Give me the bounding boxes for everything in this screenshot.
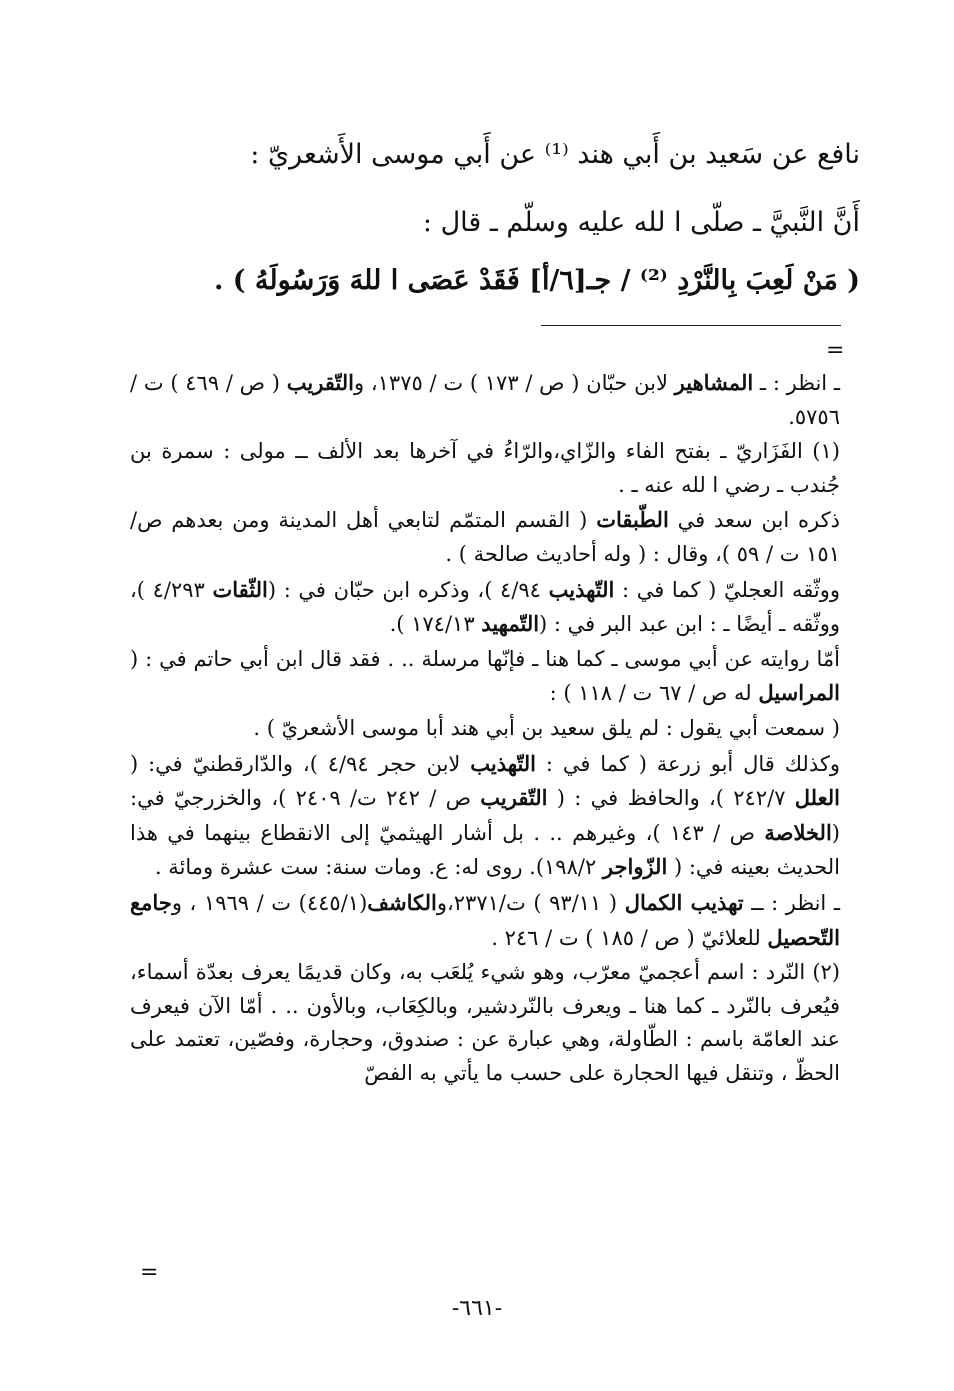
footnote-1: (١) الفَزَاريّ ـ بفتح الفاء والزّاي،والرّاءُ في آخرها بعد الألف ــ مولى : سمرة بن جُندب ـ رضي ا لله عنه ـ . — [130, 439, 840, 497]
footnote-para-3: ذكره ابن سعد في الطّبقات ( القسم المتمّم لتابعي أهل المدينة ومن بعدهم ص/ ١٥١ ت / ٥٩ )، وقال : ( وله أحاديث صالحة ) . — [130, 507, 840, 566]
footnote-para-8: ـ انظر : ــ تهذيب الكمال ( ٩٣/١١ ) ت/٢٣٧١،والكاشف(٤٤٥/١) ت / ١٩٦٩ ، وجامع التّحصيل للعلائيّ ( ص / ١٨٥ ) ت / ٢٤٦ . — [130, 889, 840, 950]
footnote-para-1: ـ انظر : ـ المشاهير لابن حبّان ( ص / ١٧٣ ) ت / ١٣٧٥، والتّقريب ( ص / ٤٦٩ ) ت / ٥٧٥٦. — [130, 370, 841, 429]
footnotes-block — [130, 366, 840, 1091]
footnote-2: (٢) النّرد : اسم أعجميّ معرّب، وهو شيء يُلعَب به، وكان قديمًا يعرف بعدّة أسماء، فيُعرف بالنّرد ـ كما هنا ـ ويعرف بالنّردشير، وبالكِعَاب، وبالأون .. . أمّا الآن فيعرف عند العامّة باسم : الطّاولة، وهي عبارة عن : صندوق، وحجارة، وفصّين، تعتمد على الحظّ ، وتنقل فيها الحجارة على حسب ما يأتي به الفصّ — [130, 960, 840, 1085]
main-line-1: نافع عن سَعيد بن أَبي هند ⁽¹⁾ عن أَبي موسى الأَشعريّ : — [250, 139, 860, 170]
footnote-para-6: ( سمعت أبي يقول : لم يلق سعيد بن أبي هند أبا موسى الأشعريّ ) . — [253, 715, 840, 740]
continuation-mark-top: = — [826, 338, 845, 363]
footnote-para-4: ووثّقه العجليّ ( كما في : التّهذيب ٤/٩٤ )، وذكره ابن حبّان في : (الثّقات ٤/٢٩٣ )، ووثّقه ـ أيضًا ـ : ابن عبد البر في : (التّمهيد ١٧٤/١٣ ). — [130, 576, 840, 637]
footnote-para-5: أمّا روايته عن أبي موسى ـ كما هنا ـ فإنّها مرسلة .. . فقد قال ابن أبي حاتم في : ( المراسيل له ص / ٦٧ ت / ١١٨ ) : — [130, 646, 840, 706]
footnote-separator — [541, 325, 841, 326]
continuation-mark-bottom: = — [140, 1260, 159, 1285]
footnote-para-7: وكذلك قال أبو زرعة ( كما في : التّهذيب لابن حجر ٤/٩٤ )، والدّارقطنيّ في: ( العلل ٢٤٢/٧ )، والحافظ في : ( التّقريب ص / ٢٤٢ ت/ ٢٤٠٩ )، والخزرجيّ في: (الخلاصة ص / ١٤٣ )، وغيرهم .. . بل أشار الهيثميّ إلى الانقطاع بينهما في هذا الحديث بعينه في: ( الزّواجر ١٩٨/٢). روى له: ع. ومات سنة: ست عشرة ومائة . — [130, 750, 840, 880]
main-line-3-hadith: ( مَنْ لَعِبَ بِالنَّرْدِ ⁽²⁾ / جـ[٦/أ] فَقَدْ عَصَى ا للهَ وَرَسُولَهُ ) . — [213, 265, 860, 296]
page-number: -٦٦١- — [451, 1296, 503, 1321]
main-line-2: أَنَّ النَّبيَّ ـ صلّى ا لله عليه وسلّم ـ قال : — [422, 207, 860, 238]
